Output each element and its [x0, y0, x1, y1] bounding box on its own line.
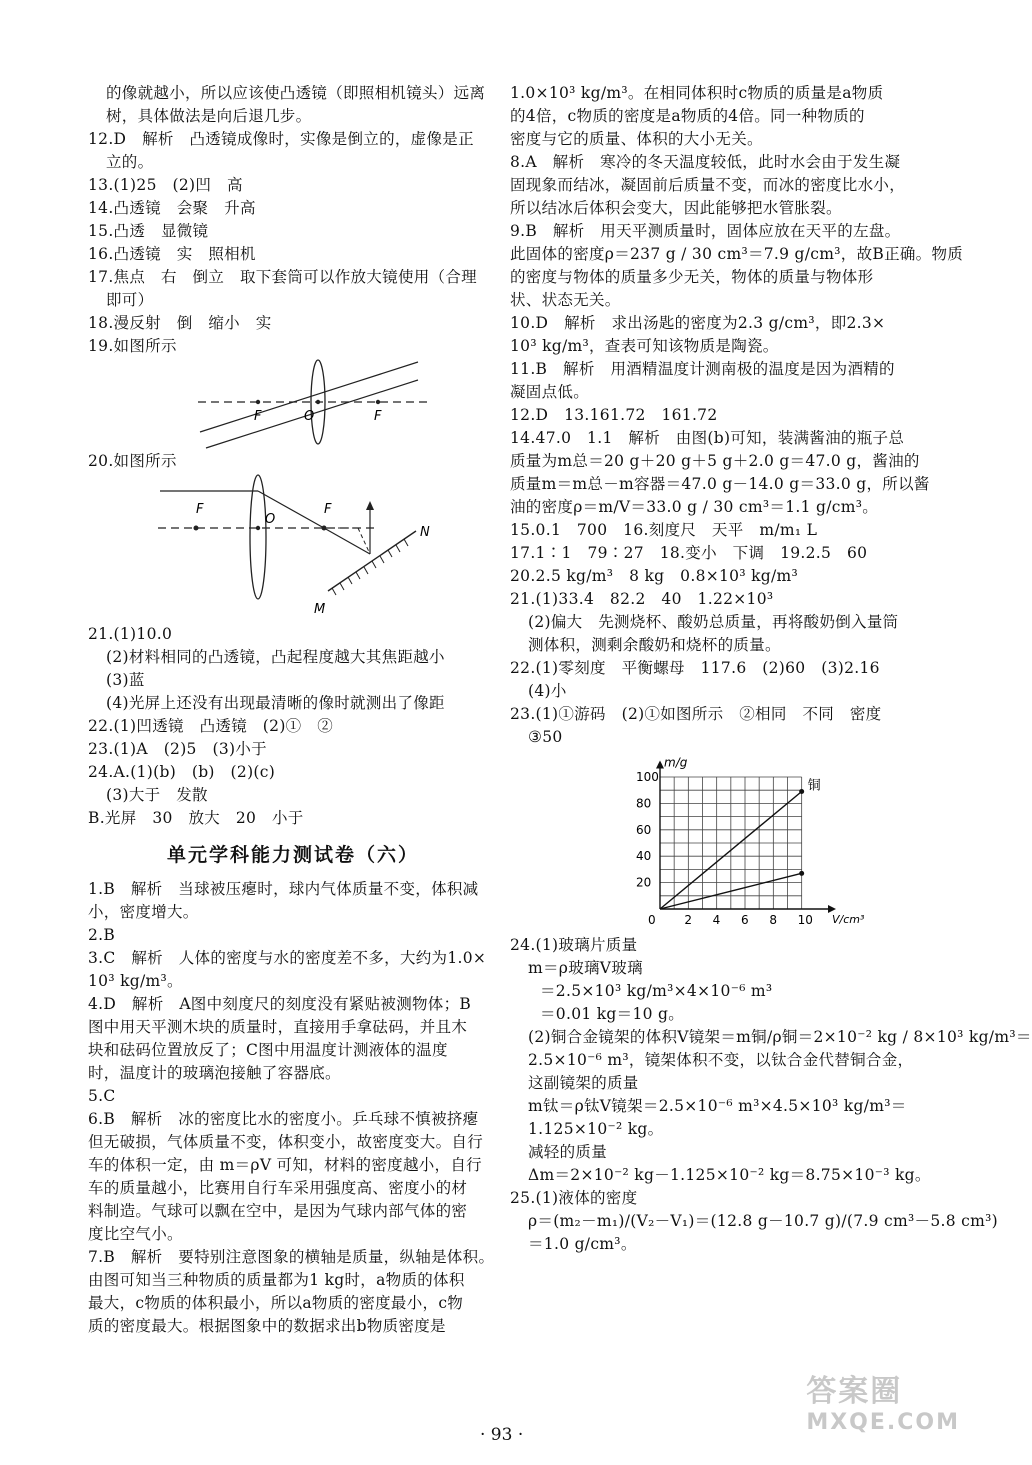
- answer-line: 17.1∶1 79∶27 18.变小 下调 19.2.5 60: [510, 544, 868, 562]
- answer-line: 密度与它的质量、体积的大小无关。: [510, 130, 763, 148]
- answer-line: 20.2.5 kg/m³ 8 kg 0.8×10³ kg/m³: [510, 567, 799, 585]
- answer-line: (3)蓝: [106, 671, 145, 689]
- answer-line: 25.(1)液体的密度: [510, 1189, 638, 1207]
- answer-line: 此固体的密度ρ＝237 g / 30 cm³＝7.9 g/cm³，故B正确。物质: [510, 245, 964, 263]
- answers-block-21-24: [88, 623, 498, 830]
- answer-line: 11.B 解析 用酒精温度计测南极的温度是因为酒精的: [510, 360, 895, 378]
- fig20-mirror-n-label: N: [420, 525, 430, 540]
- answer-line: 块和砝码位置放反了；C图中用温度计测液体的温度: [88, 1041, 448, 1059]
- answer-line: 24.(1)玻璃片质量: [510, 936, 638, 954]
- answer-line: (4)小: [528, 682, 567, 700]
- answer-line: 12.D 13.161.72 161.72: [510, 406, 718, 424]
- section-title: 单元学科能力测试卷（六）: [166, 844, 419, 866]
- y-tick-label: 20: [636, 875, 652, 890]
- answer-line: 这副镜架的质量: [528, 1074, 639, 1092]
- lens-diagram-20: [88, 473, 498, 623]
- answer-line: 10³ kg/m³。: [88, 972, 183, 990]
- answer-line: 23.(1)①游码 (2)①如图所示 ②相同 不同 密度: [510, 705, 882, 723]
- fig20-focus-right-label: F: [324, 502, 332, 517]
- x-tick-label: 10: [797, 913, 813, 927]
- x-tick-label: 4: [712, 913, 721, 927]
- answer-line: 15.凸透 显微镜: [88, 222, 209, 240]
- answer-line: (2)偏大 先测烧杯、酸奶总质量，再将酸奶倒入量筒: [528, 613, 899, 631]
- watermark-logo: [806, 1366, 960, 1435]
- answer-line: ＝0.01 kg＝10 g。: [540, 1005, 685, 1023]
- answer-line: 所以结冰后体积会变大，因此能够把水管胀裂。: [510, 199, 842, 217]
- answer-line: 21.(1)10.0: [88, 625, 173, 643]
- answer-line: 2.5×10⁻⁶ m³，镜架体积不变，以钛合金代替铜合金，: [528, 1051, 914, 1069]
- fig19-focus-left-label: F: [254, 409, 262, 424]
- answer-line: 质的密度最大。根据图象中的数据求出b物质密度是: [88, 1317, 446, 1335]
- answer-line: 凝固点低。: [510, 383, 590, 401]
- answer-line: B.光屏 30 放大 20 小于: [88, 809, 304, 827]
- answer-line: 23.(1)A (2)5 (3)小于: [88, 740, 267, 758]
- answer-line: 小，密度增大。: [88, 903, 199, 921]
- answer-line: 由图可知当三种物质的质量都为1 kg时，a物质的体积: [88, 1271, 465, 1289]
- watermark-sub: MXQE.COM: [806, 1410, 960, 1435]
- answer-line: 22.(1)凹透镜 凸透镜 (2)① ②: [88, 717, 334, 735]
- fig20-focus-left-label: F: [196, 502, 204, 517]
- answer-line: 质量m＝m总－m容器＝47.0 g－14.0 g＝33.0 g，所以酱: [510, 475, 930, 493]
- answer-line: 10.D 解析 求出汤匙的密度为2.3 g/cm³，即2.3×: [510, 314, 886, 332]
- figure-23-chart: [510, 749, 925, 934]
- answer-line: (4)光屏上还没有出现最清晰的像时就测出了像距: [106, 694, 445, 712]
- y-axis-label: m/g: [664, 755, 688, 770]
- answer-line: 图中用天平测木块的质量时，直接用手拿砝码，并且木: [88, 1018, 468, 1036]
- right-column: [510, 82, 1032, 1256]
- answer-line: 16.凸透镜 实 照相机: [88, 245, 256, 263]
- answer-line: 立的。: [106, 153, 154, 171]
- lens-diagram-19: [88, 358, 498, 450]
- series-label: 铜: [807, 778, 821, 794]
- answer-line: 1.125×10⁻² kg。: [528, 1120, 664, 1138]
- answer-line: 的像就越小，所以应该使凸透镜（即照相机镜头）远离: [106, 84, 486, 102]
- answer-line: (2)铜合金镜架的体积V镜架＝m铜/ρ铜＝2×10⁻² kg / 8×10³ kg/m³＝: [528, 1028, 1032, 1046]
- answer-line: 固现象而结冰，凝固前后质量不变，而冰的密度比水小，: [510, 176, 906, 194]
- answer-line: 1.0×10³ kg/m³。在相同体积时c物质的质量是a物质: [510, 84, 884, 102]
- answer-line: ρ＝(m₂－m₁)/(V₂－V₁)＝(12.8 g－10.7 g)/(7.9 cm³－5.8 cm³): [528, 1212, 998, 1230]
- answer-line: 9.B 解析 用天平测质量时，固体应放在天平的左盘。: [510, 222, 901, 240]
- fig19-optical-center-label: O: [304, 409, 315, 424]
- answer-line: Δm＝2×10⁻² kg－1.125×10⁻² kg＝8.75×10⁻³ kg。: [528, 1166, 931, 1184]
- answer-line: 1.B 解析 当球被压瘪时，球内气体质量不变，体积减: [88, 880, 479, 898]
- answer-line: 质量为m总＝20 g＋20 g＋5 g＋2.0 g＝47.0 g，酱油的: [510, 452, 920, 470]
- answer-line: (2)材料相同的凸透镜，凸起程度越大其焦距越小: [106, 648, 445, 666]
- answer-line: m钛＝ρ钛V镜架＝2.5×10⁻⁶ m³×4.5×10³ kg/m³＝: [528, 1097, 907, 1115]
- answer-line: 测体积，测剩余酸奶和烧杯的质量。: [528, 636, 781, 654]
- answer-line: 18.漫反射 倒 缩小 实: [88, 314, 272, 332]
- answers-block-24-25: [510, 934, 1032, 1256]
- series-point: [799, 871, 804, 876]
- answer-line: 13.(1)25 (2)凹 高: [88, 176, 243, 194]
- answers-block-section-six: [88, 878, 498, 1338]
- answer-line: 2.B: [88, 926, 116, 944]
- answer-line: 但无破损，气体质量不变，体积变小，故密度变大。自行: [88, 1133, 484, 1151]
- fig19-focus-right-label: F: [374, 409, 382, 424]
- answer-line: 10³ kg/m³，查表可知该物质是陶瓷。: [510, 337, 779, 355]
- answer-line: ＝2.5×10³ kg/m³×4×10⁻⁶ m³: [540, 982, 773, 1000]
- answer-line: ＝1.0 g/cm³。: [528, 1235, 637, 1253]
- answer-line: 的4倍，c物质的密度是a物质的4倍。同一种物质的: [510, 107, 865, 125]
- y-tick-label: 40: [636, 849, 652, 864]
- answer-line: 料制造。气球可以飘在空中，是因为气球内部气体的密: [88, 1202, 468, 1220]
- answer-line: 7.B 解析 要特别注意图象的横轴是质量，纵轴是体积。: [88, 1248, 495, 1266]
- answers-block-right-top: [510, 82, 964, 749]
- answer-line: 最大，c物质的体积最小，所以a物质的密度最小，c物: [88, 1294, 464, 1312]
- answer-line: 15.0.1 700 16.刻度尺 天平 m/m₁ L: [510, 521, 818, 539]
- answer-line: 5.C: [88, 1087, 116, 1105]
- answer-line: 12.D 解析 凸透镜成像时，实像是倒立的，虚像是正: [88, 130, 474, 148]
- y-tick-label: 60: [636, 822, 652, 837]
- answer-line: 21.(1)33.4 82.2 40 1.22×10³: [510, 590, 774, 608]
- fig20-mirror-m-label: M: [314, 602, 326, 617]
- answer-line-20: 20.如图所示: [88, 452, 177, 470]
- answer-line: (3)大于 发散: [106, 786, 208, 804]
- answer-line: 状、状态无关。: [510, 291, 621, 309]
- figure-19: [88, 358, 498, 450]
- series-point: [799, 789, 804, 794]
- answer-line: 时，温度计的玻璃泡接触了容器底。: [88, 1064, 341, 1082]
- x-tick-label: 2: [684, 913, 692, 927]
- x-axis-label: V/cm³: [832, 913, 865, 926]
- left-column: [88, 82, 498, 1338]
- answer-line: 度比空气小。: [88, 1225, 183, 1243]
- x-axis-arrow: [828, 905, 836, 913]
- y-tick-label: 100: [636, 770, 659, 784]
- fig20-optical-center-label: O: [265, 512, 276, 527]
- answer-line: 即可）: [106, 291, 154, 309]
- figure-20: [88, 473, 498, 623]
- answer-line: 车的体积一定，由 m＝ρV 可知，材料的密度越小，自行: [88, 1156, 482, 1174]
- answer-line: 减轻的质量: [528, 1143, 608, 1161]
- answer-line: 车的质量越小，比赛用自行车采用强度高、密度小的材: [88, 1179, 468, 1197]
- answer-line: 6.B 解析 冰的密度比水的密度小。乒乓球不慎被挤瘪: [88, 1110, 479, 1128]
- answer-line: 3.C 解析 人体的密度与水的密度差不多，大约为1.0×: [88, 949, 487, 967]
- x-tick-label: 8: [769, 913, 777, 927]
- answer-line: 24.A.(1)(b) (b) (2)(c): [88, 763, 276, 781]
- answer-line: 油的密度ρ＝m/V＝33.0 g / 30 cm³＝1.1 g/cm³。: [510, 498, 879, 516]
- answer-line: m＝ρ玻璃V玻璃: [528, 959, 643, 977]
- answer-line: 4.D 解析 A图中刻度尺的刻度没有紧贴被测物体；B: [88, 995, 472, 1013]
- answer-line: 的密度与物体的质量多少无关，物体的质量与物体形: [510, 268, 874, 286]
- answer-line: 14.凸透镜 会聚 升高: [88, 199, 256, 217]
- page-number: · 93 ·: [480, 1425, 524, 1445]
- answer-line: ③50: [528, 728, 563, 746]
- y-tick-label: 80: [636, 796, 652, 811]
- answer-line: 树，具体做法是向后退几步。: [106, 107, 312, 125]
- answer-line: 17.焦点 右 倒立 取下套筒可以作放大镜使用（合理: [88, 268, 477, 286]
- answer-line: 19.如图所示: [88, 337, 177, 355]
- answer-line: 8.A 解析 寒冷的冬天温度较低，此时水会由于发生凝: [510, 153, 901, 171]
- origin-label: 0: [648, 913, 656, 927]
- answer-line: 14.47.0 1.1 解析 由图(b)可知，装满酱油的瓶子总: [510, 429, 905, 447]
- answer-line: 22.(1)零刻度 平衡螺母 117.6 (2)60 (3)2.16: [510, 659, 880, 677]
- watermark-main: 答案圈: [806, 1374, 903, 1409]
- y-axis-arrow: [656, 760, 664, 768]
- x-tick-label: 6: [741, 913, 749, 927]
- mass-volume-chart: [510, 749, 925, 934]
- answers-block-top: [88, 82, 498, 358]
